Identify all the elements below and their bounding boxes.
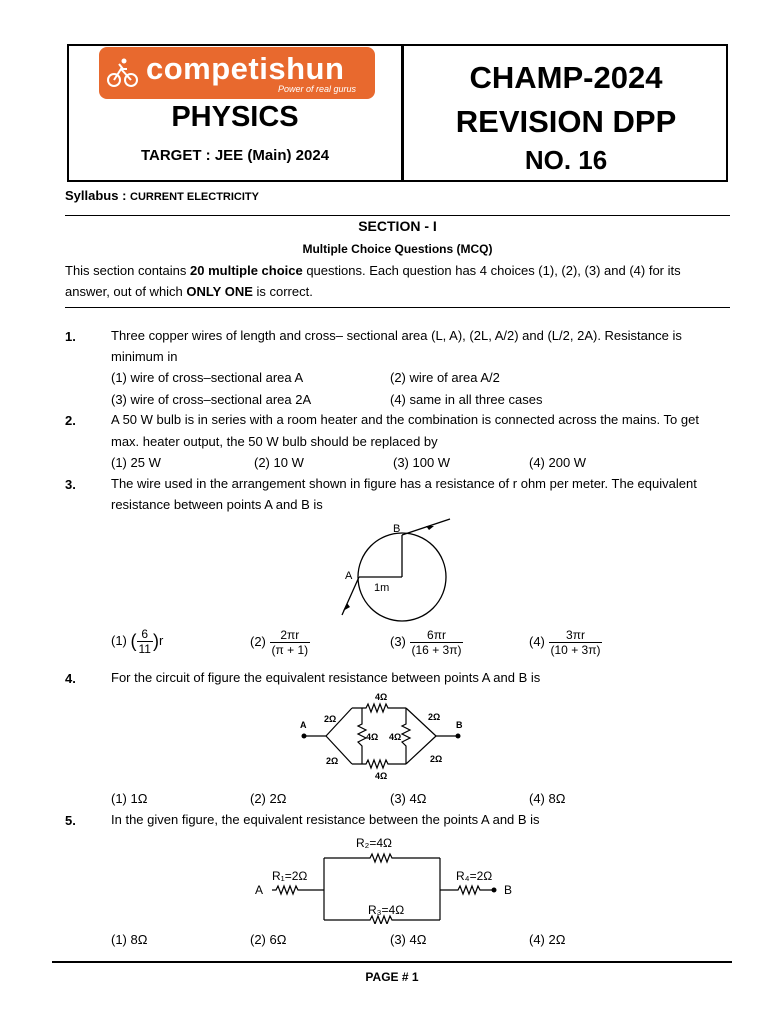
option[interactable]: (3) wire of cross–sectional area 2A [111,392,312,407]
option[interactable]: (3) 4Ω [390,932,427,947]
resistor-network-figure [296,690,472,782]
section-instructions-line2 [65,282,313,302]
point-b-label: B [504,883,513,897]
resistor-label: 4Ω [366,732,379,742]
resistor-label: 2Ω [430,754,443,764]
question-text: Three copper wires of length and cross– sectional area (L, A), (2L, A/2) and (L/2, 2A). Resistance is [111,328,682,343]
resistor-label: 2Ω [428,712,441,722]
divider [65,307,730,308]
option[interactable] [250,628,310,657]
point-b-label: B [393,523,401,535]
resistor-label-r4: R₄=2Ω [456,869,493,883]
point-a-label: A [345,570,353,582]
fraction-denominator: 11 [138,642,151,656]
option[interactable]: (1) wire of cross–sectional area A [111,370,304,385]
option[interactable]: (3) 100 W [393,455,451,470]
option[interactable]: (4) same in all three cases [390,392,543,407]
resistor-label: 2Ω [324,714,337,724]
radius-label: 1m [374,582,390,594]
question-text: resistance between points A and B is [111,497,323,512]
syllabus-line [65,186,259,207]
section-subtitle: Multiple Choice Questions (MCQ) [302,242,493,256]
dpp-title-line1: CHAMP-2024 [469,60,663,95]
option[interactable]: (3) 4Ω [390,791,427,806]
option[interactable]: (4) 200 W [529,455,587,470]
option-prefix: (4) [529,633,545,649]
option[interactable]: (2) wire of area A/2 [390,370,500,385]
option[interactable] [111,627,163,656]
point-b-label: B [456,720,463,730]
logo-tagline: Power of real gurus [278,84,357,94]
series-parallel-figure [250,832,520,924]
option[interactable] [390,628,463,657]
instr-bold: 20 multiple choice [190,263,303,278]
fraction [137,627,153,656]
footer-divider [52,961,732,963]
option[interactable]: (4) 2Ω [529,932,566,947]
option[interactable]: (2) 6Ω [250,932,287,947]
question-text: minimum in [111,349,178,364]
question-text: max. heater output, the 50 W bulb should be replaced by [111,434,438,449]
left-paren: ( [130,631,137,651]
option-prefix: (2) [250,633,266,649]
instr-text: This section contains [65,263,191,278]
question-number: 2. [65,413,76,428]
question-text: A 50 W bulb is in series with a room heater and the combination is connected across the mains. To get [111,412,699,427]
option[interactable]: (4) 8Ω [529,791,566,806]
fraction [410,628,464,657]
right-paren: ) [152,631,159,651]
resistor-label-r2: R₂=4Ω [356,836,392,850]
subject-title: PHYSICS [171,101,299,133]
fraction-denominator: (π + 1) [271,643,309,657]
fraction-numerator: 6 [141,627,149,641]
question-text: The wire used in the arrangement shown in figure has a resistance of r ohm per meter. The equivalent [111,476,697,491]
option-prefix: (3) [390,633,406,649]
section-instructions-line1 [65,261,681,281]
question-number: 4. [65,671,76,686]
syllabus-label: Syllabus : [65,188,131,203]
resistor-label: 4Ω [375,692,388,702]
resistor-label-r3: R₃=4Ω [368,903,405,917]
option[interactable]: (1) 8Ω [111,932,148,947]
fraction-denominator: (10 + 3π) [550,643,601,657]
option-prefix: (1) [111,632,127,648]
logo-text: competishun [146,51,345,86]
target-exam: TARGET : JEE (Main) 2024 [140,147,330,164]
syllabus-topic: CURRENT ELECTRICITY [130,191,259,203]
instr-bold: ONLY ONE [186,284,253,299]
fraction-numerator: 6πr [427,628,446,642]
question-text: In the given figure, the equivalent resistance between the points A and B is [111,812,540,827]
option[interactable]: (2) 10 W [254,455,304,470]
option[interactable]: (1) 25 W [111,455,161,470]
resistor-label-r1: R₁=2Ω [272,869,308,883]
point-a-label: A [255,883,264,897]
fraction-denominator: (16 + 3π) [411,643,462,657]
instr-text: answer, out of which [65,284,187,299]
resistor-label: 4Ω [375,771,388,781]
fraction [270,628,311,657]
point-a-label: A [300,720,307,730]
question-number: 1. [65,329,76,344]
resistor-label: 4Ω [389,732,402,742]
question-text: For the circuit of figure the equivalent resistance between points A and B is [111,670,541,685]
fraction [549,628,603,657]
fraction-numerator: 2πr [280,628,300,642]
page-number: PAGE # 1 [365,970,419,984]
question-number: 5. [65,813,76,828]
option[interactable]: (2) 2Ω [250,791,287,806]
section-title: SECTION - I [358,218,437,234]
resistor-label: 2Ω [326,756,339,766]
option[interactable] [529,628,602,657]
fraction-numerator: 3πr [566,628,585,642]
instr-text: questions. Each question has 4 choices (1), (2), (3) and (4) for its [302,263,681,278]
dpp-number: NO. 16 [524,145,608,175]
circle-wire-figure [330,515,460,625]
dpp-title-line2: REVISION DPP [455,104,677,139]
option[interactable]: (1) 1Ω [111,791,148,806]
option-suffix: r [158,632,164,648]
question-number: 3. [65,477,76,492]
instr-text: is correct. [252,284,313,299]
cyclist-icon [105,55,141,91]
